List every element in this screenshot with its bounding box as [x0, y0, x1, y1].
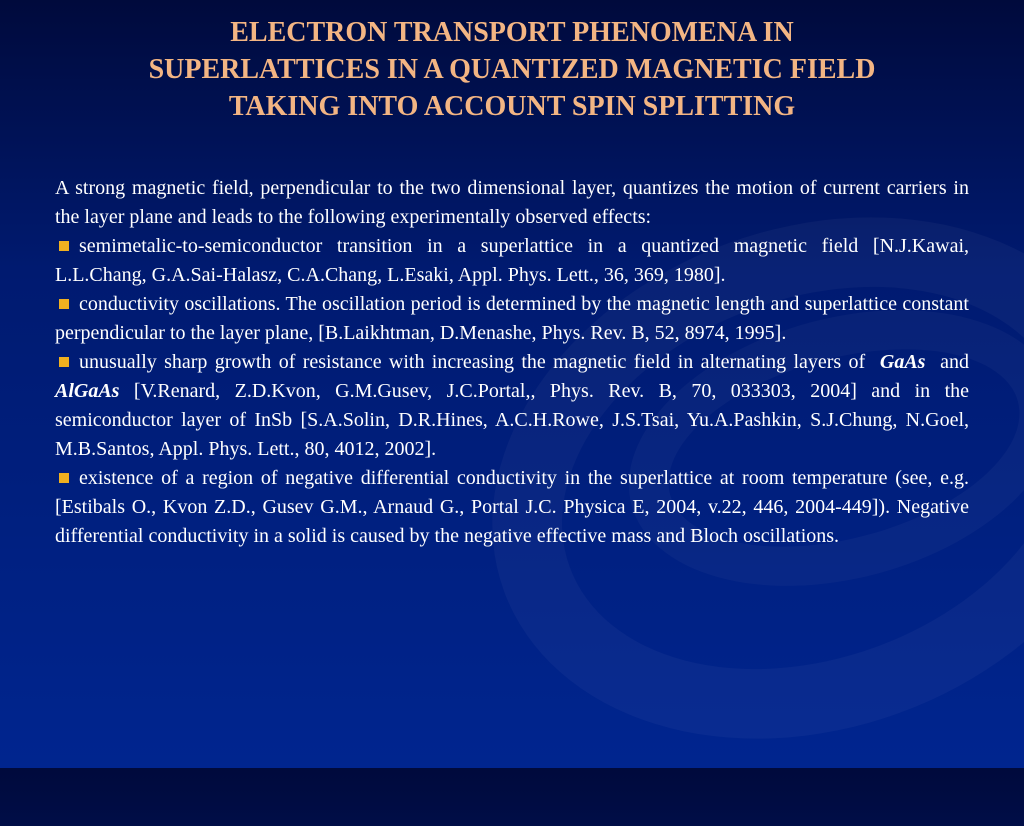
bullet-text-3a: unusually sharp growth of resistance with increasing the magnetic field in alternating layers of — [79, 351, 866, 373]
bullet-item-1 — [55, 232, 969, 290]
title-line-2: SUPERLATTICES IN A QUANTIZED MAGNETIC FIELD — [148, 54, 876, 85]
bullet-text-3b: and — [940, 351, 970, 373]
bullet-text-4: existence of a region of negative differential conductivity in the superlattice at room temperature (see, e.g. [Estibals O., Kvon Z.D., Gusev G.M., Arnaud G., Portal J.C. Physica E, 2004, v.22, 446, 2004-449]). Negative differential conductivity in a solid is caused by the negative effective mass and Bloch oscillations. — [55, 467, 969, 547]
material-algaas: AlGaAs — [55, 380, 120, 402]
bullet-item-3 — [55, 348, 969, 464]
intro-paragraph: A strong magnetic field, perpendicular to the two dimensional layer, quantizes the motion of current carriers in the layer plane and leads to the following experimentally observed effects: — [55, 177, 969, 228]
square-bullet-icon — [59, 299, 69, 309]
bullet-text-3c: [V.Renard, Z.D.Kvon, G.M.Gusev, J.C.Portal,, Phys. Rev. B, 70, 033303, 2004] and in the semiconductor layer of InSb [S.A.Solin, D.R.Hines, A.C.H.Rowe, J.S.Tsai, Yu.A.Pashkin, S.J.Chung, N.Goel, M.B.Santos, Appl. Phys. Lett., 80, 4012, 2002]. — [55, 380, 969, 460]
slide-title — [40, 14, 984, 125]
bullet-text-2: conductivity oscillations. The oscillation period is determined by the magnetic length and superlattice constant perpendicular to the layer plane, [B.Laikhtman, D.Menashe, Phys. Rev. B, 52, 8974, 1995]. — [55, 293, 969, 344]
square-bullet-icon — [59, 473, 69, 483]
bullet-item-4 — [55, 464, 969, 551]
slide-body — [55, 174, 969, 551]
bullet-text-1: semimetalic-to-semiconductor transition in a superlattice in a quantized magnetic field [N.J.Kawai, L.L.Chang, G.A.Sai-Halasz, C.A.Chang, L.Esaki, Appl. Phys. Lett., 36, 369, 1980]. — [55, 235, 969, 286]
title-line-3: TAKING INTO ACCOUNT SPIN SPLITTING — [228, 91, 796, 122]
square-bullet-icon — [59, 241, 69, 251]
title-line-1: ELECTRON TRANSPORT PHENOMENA IN — [230, 17, 794, 48]
square-bullet-icon — [59, 357, 69, 367]
material-gaas: GaAs — [879, 351, 926, 373]
bullet-item-2 — [55, 290, 969, 348]
